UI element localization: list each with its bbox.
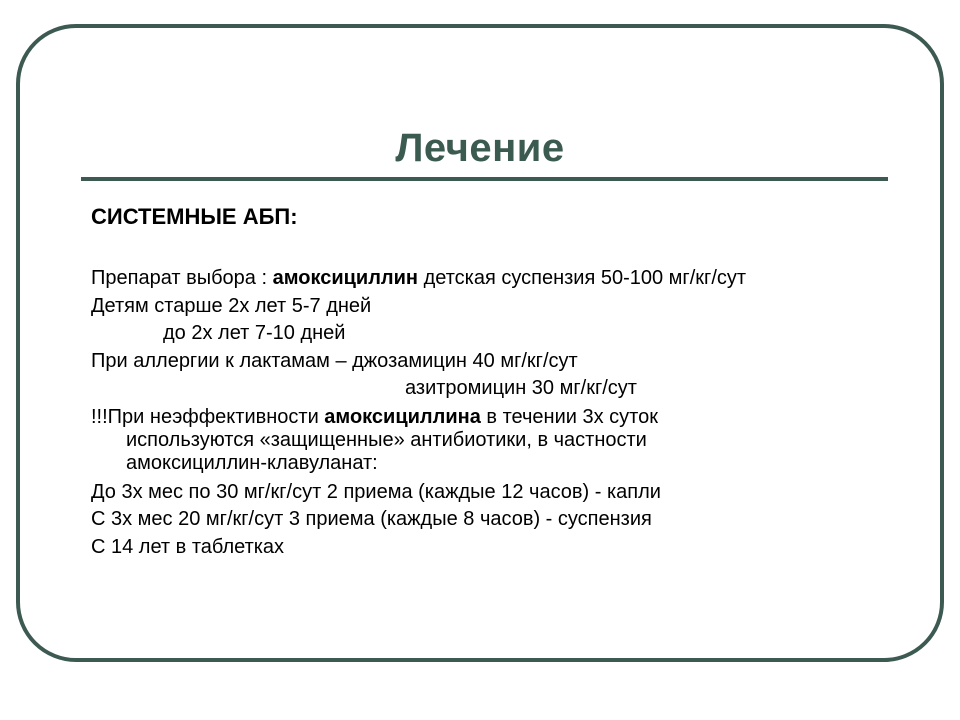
section-heading: СИСТЕМНЫЕ АБП: [91,204,298,229]
slide-title: Лечение [395,126,565,170]
text-line: До 3х мес по 30 мг/кг/сут 2 приема (каждые 12 часов) - капли [91,481,661,503]
slide-frame [16,24,944,662]
text-line-continuation: амоксициллин-клавуланат: [126,452,378,474]
text-line: При аллергии к лактамам – джозамицин 40 мг/кг/сут [91,350,578,372]
text-line-first-choice [91,266,746,290]
text-segment: Препарат выбора : [91,267,273,289]
drug-name-bold: амоксициллин [272,267,419,289]
text-line: Детям старше 2х лет 5-7 дней [91,295,372,317]
text-line: С 14 лет в таблетках [91,536,285,558]
text-line-warning [91,405,658,429]
title-underline [81,177,888,181]
text-segment: детская суспензия 50-100 мг/кг/сут [418,267,747,289]
text-segment: в течении 3х суток [480,406,658,428]
text-segment: !!!При неэффективности [91,406,325,428]
text-line: С 3х мес 20 мг/кг/сут 3 приема (каждые 8 часов) - суспензия [91,508,652,530]
text-line-indented: азитромицин 30 мг/кг/сут [405,377,637,399]
drug-name-bold: амоксициллина [324,406,481,428]
text-line-indented: до 2х лет 7-10 дней [163,322,346,344]
text-line-continuation: используются «защищенные» антибиотики, в частности [126,429,647,451]
